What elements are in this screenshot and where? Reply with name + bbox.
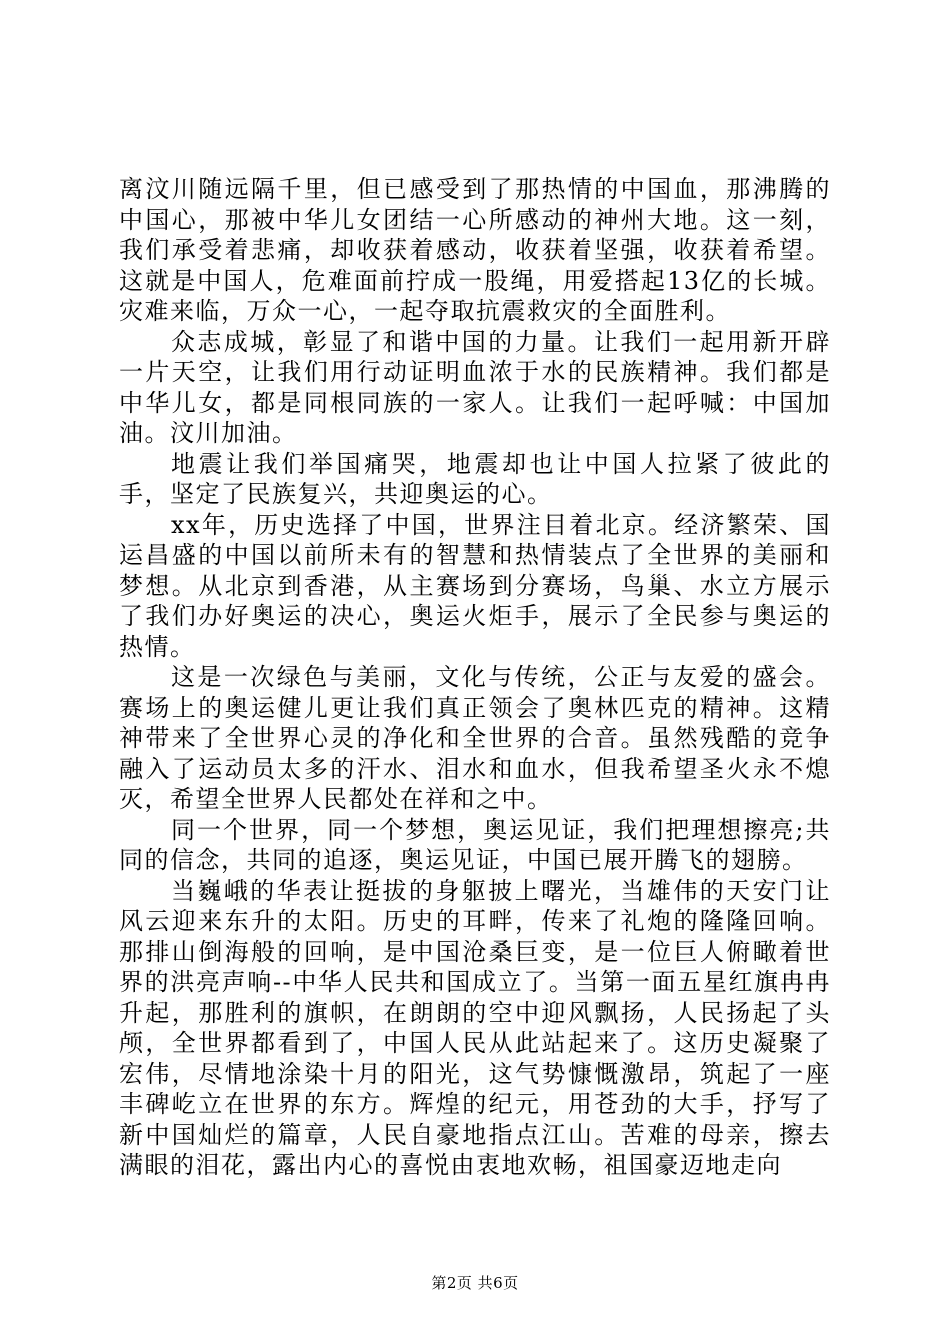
paragraph-2: 众志成城，彰显了和谐中国的力量。让我们一起用新开辟一片天空，让我们用行动证明血浓于水的民族精神。我们都是中华儿女，都是同根同族的一家人。让我们一起呼喊：中国加油。汶川加油。 (119, 327, 831, 447)
page-number-footer: 第2页 共6页 (431, 1274, 519, 1292)
paragraph-7: 当巍峨的华表让挺拔的身躯披上曙光，当雄伟的天安门让风云迎来东升的太阳。历史的耳畔，传来了礼炮的隆隆回响。那排山倒海般的回响，是中国沧桑巨变，是一位巨人俯瞰着世界的洪亮声响--中华人民共和国成立了。当第一面五星红旗冉冉升起，那胜利的旗帜，在朗朗的空中迎风飘扬，人民扬起了头颅，全世界都看到了，中国人民从此站起来了。这历史凝聚了宏伟，尽情地涂染十月的阳光，这气势慷慨激昂，筑起了一座丰碑屹立在世界的东方。辉煌的纪元，用苍劲的大手，抒写了新中国灿烂的篇章，人民自豪地指点江山。苦难的母亲，擦去满眼的泪花，露出内心的喜悦由衷地欢畅，祖国豪迈地走向 (119, 876, 831, 1179)
document-body (119, 174, 831, 1181)
paragraph-4: xx年，历史选择了中国，世界注目着北京。经济繁荣、国运昌盛的中国以前所未有的智慧和热情装点了全世界的美丽和梦想。从北京到香港，从主赛场到分赛场，鸟巢、水立方展示了我们办好奥运的决心，奥运火炬手，展示了全民参与奥运的热情。 (119, 510, 831, 661)
paragraph-1: 离汶川随远隔千里，但已感受到了那热情的中国血，那沸腾的中国心，那被中华儿女团结一心所感动的神州大地。这一刻，我们承受着悲痛，却收获着感动，收获着坚强，收获着希望。这就是中国人，危难面前拧成一股绳，用爱搭起13亿的长城。灾难来临，万众一心，一起夺取抗震救灾的全面胜利。 (119, 175, 831, 325)
paragraph-5: 这是一次绿色与美丽，文化与传统，公正与友爱的盛会。赛场上的奥运健儿更让我们真正领会了奥林匹克的精神。这精神带来了全世界心灵的净化和全世界的合音。虽然残酷的竞争融入了运动员太多的汗水、泪水和血水，但我希望圣火永不熄灭，希望全世界人民都处在祥和之中。 (119, 663, 831, 813)
paragraph-3: 地震让我们举国痛哭，地震却也让中国人拉紧了彼此的手，坚定了民族复兴，共迎奥运的心。 (119, 449, 831, 508)
paragraph-6: 同一个世界，同一个梦想，奥运见证，我们把理想擦亮;共同的信念，共同的追逐，奥运见证，中国已展开腾飞的翅膀。 (119, 815, 831, 874)
